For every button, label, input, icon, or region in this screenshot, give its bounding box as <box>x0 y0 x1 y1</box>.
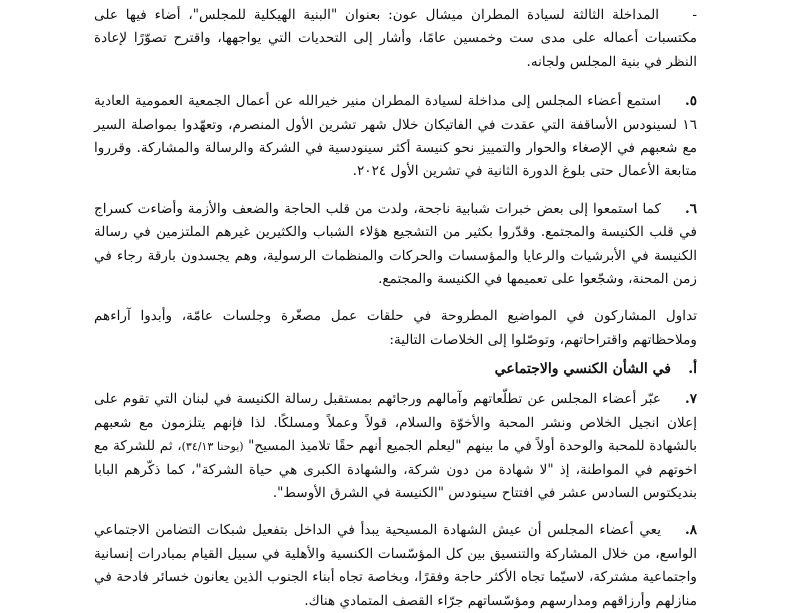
paragraph-text: استمع أعضاء المجلس إلى مداخلة لسيادة المطران منير خيرالله عن أعمال الجمعية العمومية العادية ١٦ لسينودس الأساقفة التي عقدت في الفاتيكان خلال شهر تشرين الأول المنصرم، وتعهّدوا بمواصلة السير مع شعبهم في الإصغاء والحوار والتمييز نحو كنيسة أكثر سينودسية في الشركة والرسالة والمشاركة. وقرروا متابعة الأعمال حتى بلوغ الدورة الثانية في تشرين الأول ٢٠٢٤. <box>94 93 697 180</box>
paragraph-text: كما استمعوا إلى بعض خبرات شبابية ناجحة، ولدت من قلب الحاجة والضعف والأزمة وأضاءت كسراج في قلب الكنيسة والمجتمع. وقدّروا بكثير من التشجيع هؤلاء الشباب والكثيرين غيرهم الملتزمين في رسالة الكنيسة في الأبرشيات والرعايا والمؤسسات والحركات والمنظمات الرسولية، وهم يجسدون بارقة رجاء في زمن المحنة، وشجّعوا على تعميمها في الكنيسة والمجتمع. <box>94 200 697 288</box>
paragraph-number: ٥. <box>684 93 697 110</box>
paragraph-number: ٨. <box>684 522 697 539</box>
section-letter: أ. <box>688 361 697 378</box>
paragraph-text-part2: ، ثم للشركة مع اخوتهم في المواطنة، إذ "لا شهادة من دون شركة، والشهادة الكبرى هي حياة الشركة"، كما ذكّرهم البابا بنديكتوس السادس عشر في افتتاح سينودس "الكنيسة في الشرق الأوسط". <box>94 438 697 501</box>
section-heading <box>94 358 697 380</box>
paragraph-6 <box>94 198 697 292</box>
paragraph-text-part1: عبّر أعضاء المجلس عن تطلّعاتهم وآمالهم ورجائهم بمستقبل رسالة الكنيسة في لبنان التي تقوم على إعلان انجيل الخلاص ونشر المحبة والأخوّة والسلام، قولاً وعملاً ومسلكًا. لذا فإنهم يتلزمون مع شعبهم بالشهادة للمحبة والوحدة أولاً في ما بينهم "ليعلم الجميع أنهم حقًا تلاميذ المسيح" <box>94 391 697 455</box>
bullet-dash: - <box>692 7 697 23</box>
paragraph-5 <box>94 90 697 184</box>
paragraph-number: ٦. <box>684 200 697 217</box>
paragraph-text: يعي أعضاء المجلس أن عيش الشهادة المسيحية يبدأ في الداخل بتفعيل شبكات التضامن الاجتماعي الواسع، من خلال المشاركة والتنسيق بين كل المؤسّسات الكنسية والأهلية في سبيل القيام بمبادرات إنسانية واجتماعية مشتركة، لاسيّما تجاه الأكثر حاجة وفقرًا، وبخاصة تجاه أبناء الجنوب الذين يعانون خسائر فادحة في منازلهم وأرزاقهم ومدارسهم ومؤسّساتهم جرّاء القصف المتمادي هناك. <box>94 522 697 609</box>
paragraph-deliberations <box>94 305 697 352</box>
bullet-paragraph-third-intervention <box>94 4 697 74</box>
paragraph-8 <box>94 519 697 613</box>
section-title: في الشأن الكنسي والاجتماعي <box>494 361 671 378</box>
paragraph-text: تداول المشاركون في المواضيع المطروحة في حلقات عمل مصغّرة وجلسات عامّة، وأبدوا آراءهم وملاحظاتهم واقتراحاتهم، وتوصّلوا إلى الخلاصات التالية: <box>94 308 697 348</box>
bullet-text: المداخلة الثالثة لسيادة المطران ميشال عون: بعنوان "البنية الهيكلية للمجلس"، أضاء فيها على مكتسبات أعماله على مدى ست وخمسين عامًا، وأشار إلى التحديات التي يواجهها، واقترح تصوّرًا لإعادة النظر في بنية المجلس ولجانه. <box>94 7 697 70</box>
paragraph-7 <box>94 388 697 505</box>
paragraph-number: ٧. <box>684 391 697 408</box>
scripture-reference: (يوحنا ٣٤/١٣) <box>181 440 244 454</box>
